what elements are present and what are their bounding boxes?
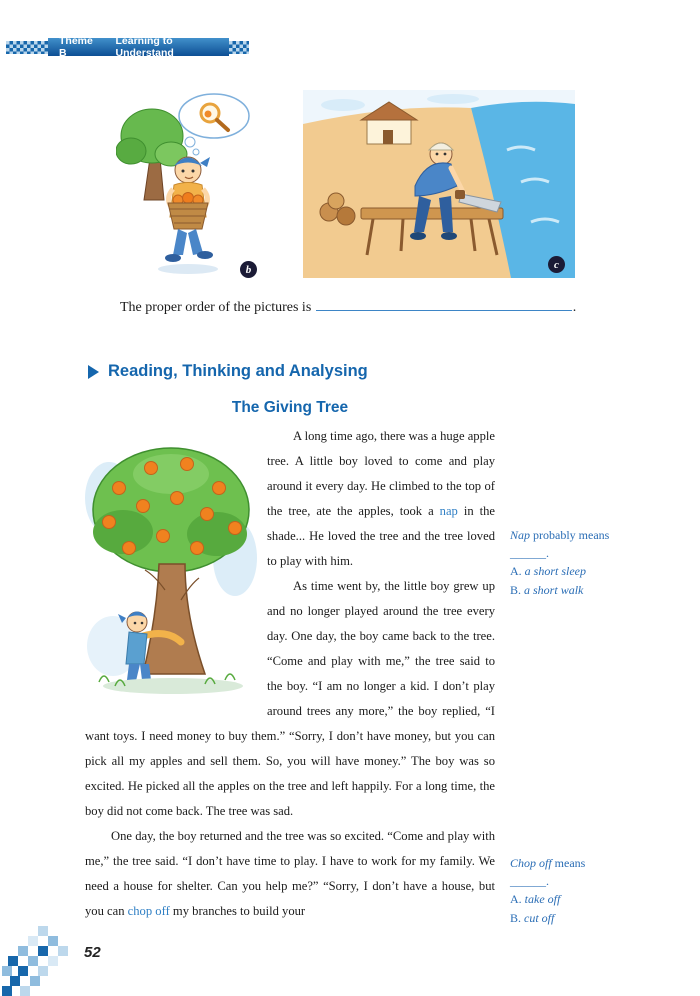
option-text: cut off (524, 910, 555, 925)
side-note-nap (510, 527, 626, 599)
vocab-nap: nap (439, 504, 458, 518)
thought-bubble (179, 94, 249, 155)
order-question-text: The proper order of the pictures is (120, 300, 312, 315)
side-note-option-b (510, 582, 626, 600)
picture-b-illustration (116, 88, 258, 288)
option-text: a short sleep (524, 564, 587, 578)
giving-tree-illustration (85, 434, 257, 702)
picture-label-c (548, 256, 565, 273)
boy-with-basket-figure (158, 157, 218, 274)
picture-c-illustration (303, 90, 575, 278)
page-number: 52 (84, 944, 101, 961)
picture-label-b (240, 261, 257, 278)
option-label: B. (510, 582, 522, 597)
side-note-blank: ______. (510, 873, 549, 888)
story-p1-text: A long time ago, there was a huge apple tree. A little boy loved to come and play around it every day. He climbed to the top of the tree, ate the apples, took a (267, 429, 495, 518)
giving-tree-figure (85, 434, 257, 702)
picture-label-b-text: b (245, 263, 252, 276)
story-p1-text-after: in the shade... He loved the tree and the tree loved to play with him. (267, 504, 495, 568)
header-theme-label: Theme B (59, 35, 93, 59)
story-title: The Giving Tree (231, 399, 349, 416)
checker-decoration-right (229, 41, 249, 54)
header-band (48, 35, 229, 59)
story-paragraph-3 (85, 824, 495, 924)
corner-pixel-decoration (2, 926, 88, 996)
tree-crown (93, 448, 249, 572)
section-title: Reading, Thinking and Analysing (108, 362, 368, 380)
side-note-option-a (510, 563, 626, 581)
apple-basket-icon (168, 193, 208, 230)
side-note-blank: ______. (510, 545, 549, 560)
story-paragraph-2: As time went by, the little boy grew up and no longer played around the tree every day. One day, the boy came back to the tree. “Come and play with me,” the tree said to the boy. “I am no longer a kid. I don’t play around trees any more,” the boy replied, “I want toys. I need money to buy them.” “Sorry, I don’t have money, but you can pick all my apples and sell them. So, you will have money.” The boy was so excited. He picked all the apples on the tree and left happily. For a long time, the boy did not come back. The tree was sad. (85, 579, 495, 818)
option-text: take off (524, 892, 561, 906)
option-text: a short walk (524, 582, 584, 597)
picture-b (116, 88, 258, 288)
answer-blank-line (316, 297, 572, 311)
side-note-text: probably means (530, 528, 610, 542)
order-question-period: . (572, 300, 577, 315)
vocab-chop-off: chop off (127, 904, 170, 918)
option-label: A. (510, 564, 522, 578)
section-arrow-icon (88, 365, 99, 379)
checker-decoration-left (6, 41, 48, 54)
tree-trunk (143, 564, 205, 674)
story-p3-text-after: my branches to build your (169, 904, 306, 918)
picture-order-question (120, 297, 640, 316)
header-title: Learning to Understand (115, 35, 174, 59)
side-note-text: means (551, 856, 586, 870)
option-label: A. (510, 892, 522, 906)
story-text (85, 424, 495, 951)
picture-c (303, 90, 575, 278)
story-p3-text: One day, the boy returned and the tree was so excited. “Come and play with me,” the tree said. “I don’t have time to play. I have to work for my family. We need a house for shelter. Can you help me?” “Sorry, I don’t have a house, but you can (85, 829, 495, 918)
side-note-option-a (510, 891, 626, 909)
side-note-term: Nap (510, 528, 531, 542)
side-note-chop-off (510, 855, 626, 927)
side-note-option-b (510, 910, 626, 928)
option-label: B. (510, 910, 522, 925)
side-note-term: Chop off (510, 856, 552, 870)
section-heading (88, 362, 368, 381)
picture-label-c-text: c (554, 258, 559, 271)
